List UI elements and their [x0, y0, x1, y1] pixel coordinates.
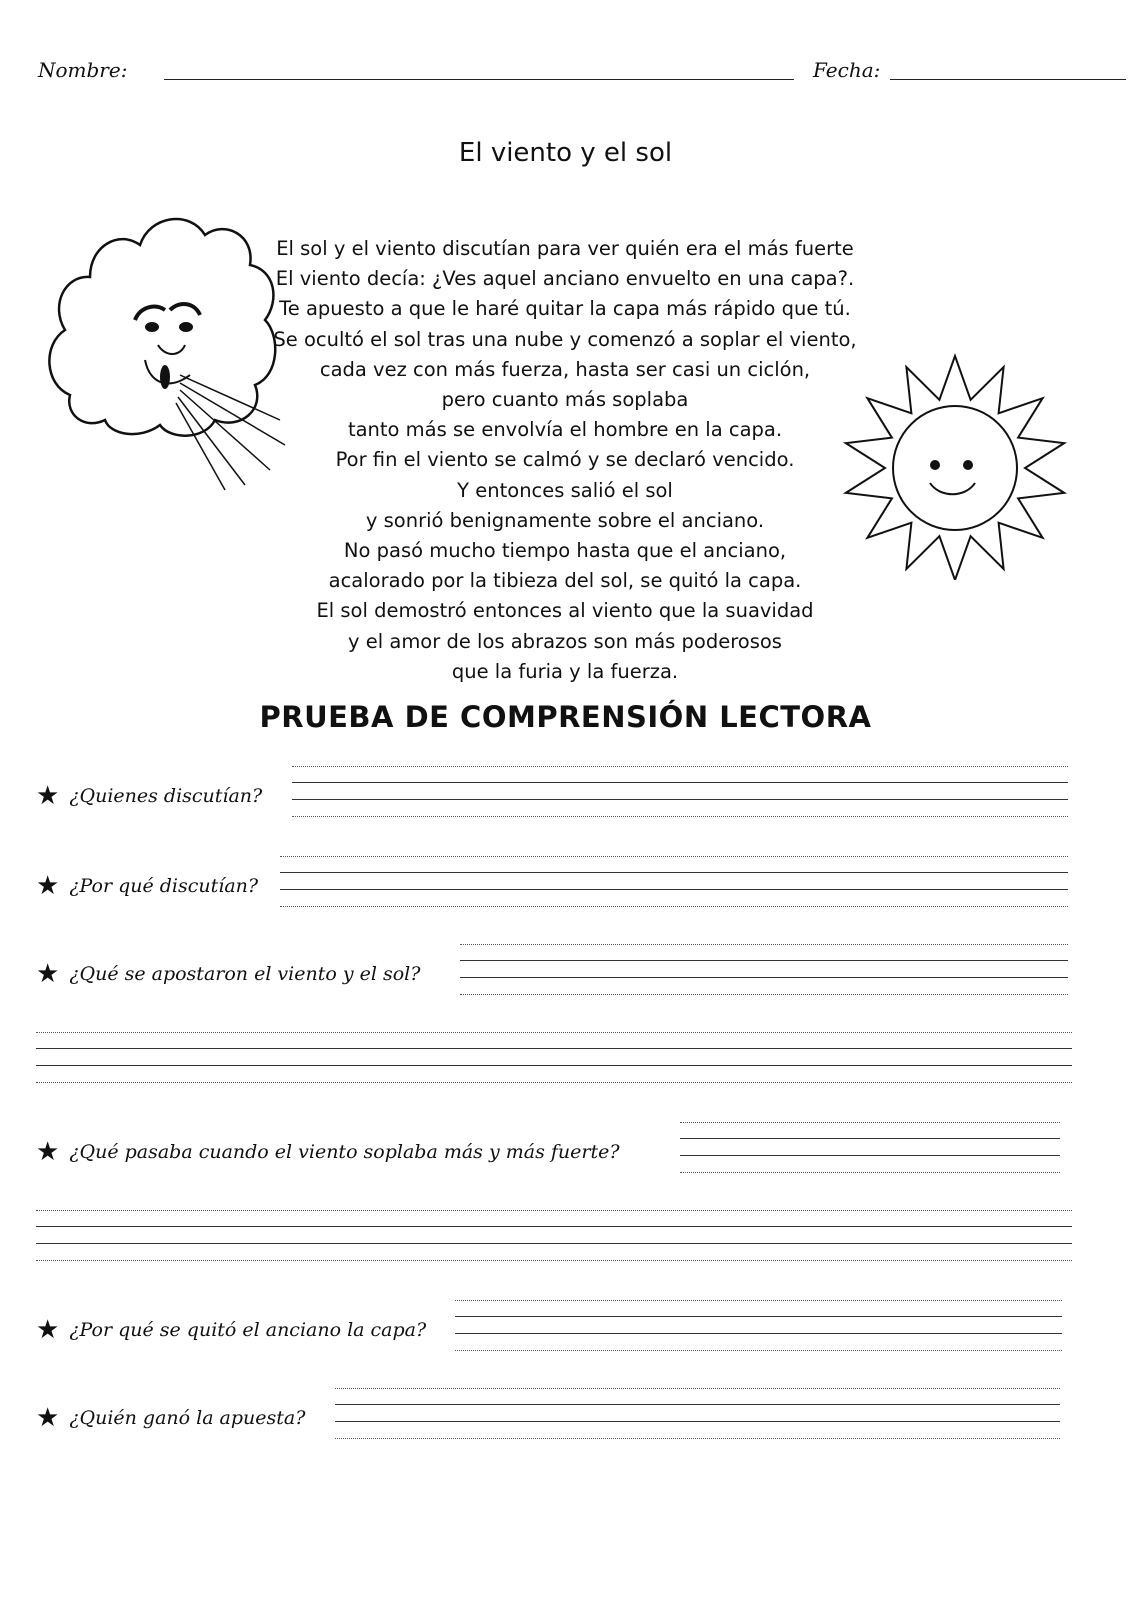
star-icon: ★ [36, 959, 60, 989]
story-line: Por fin el viento se calmó y se declaró vencido. [335, 448, 795, 472]
question-row [36, 1139, 620, 1165]
story-line: No pasó mucho tiempo hasta que el anciano, [343, 539, 787, 563]
dotted-guide-line [36, 1260, 1072, 1261]
star-icon: ★ [36, 1315, 60, 1345]
answer-line[interactable] [280, 872, 1068, 873]
story-line: pero cuanto más soplaba [441, 388, 689, 412]
answer-line[interactable] [36, 1065, 1072, 1066]
dotted-guide-line [36, 1032, 1072, 1033]
dotted-guide-line [455, 1300, 1062, 1301]
date-field[interactable] [890, 79, 1126, 80]
answer-line[interactable] [455, 1316, 1062, 1317]
star-icon: ★ [36, 871, 60, 901]
question-row [36, 1405, 305, 1431]
dotted-guide-line [292, 766, 1068, 767]
question-row [36, 961, 420, 987]
smiling-sun-illustration [840, 350, 1070, 580]
dotted-guide-line [280, 906, 1068, 907]
dotted-guide-line [36, 1082, 1072, 1083]
name-label: Nombre: [38, 58, 128, 82]
answer-line[interactable] [292, 782, 1068, 783]
date-label: Fecha: [813, 58, 881, 82]
question-text: ¿Por qué discutían? [69, 875, 259, 897]
answer-line[interactable] [36, 1243, 1072, 1244]
dotted-guide-line [460, 994, 1068, 995]
answer-line[interactable] [335, 1404, 1060, 1405]
story-line: tanto más se envolvía el hombre en la capa. [347, 418, 783, 442]
dotted-guide-line [335, 1438, 1060, 1439]
story-line: El viento decía: ¿Ves aquel anciano envuelto en una capa?. [275, 267, 855, 291]
question-row [36, 1317, 426, 1343]
answer-line[interactable] [335, 1421, 1060, 1422]
star-icon: ★ [36, 1403, 60, 1433]
answer-line[interactable] [455, 1333, 1062, 1334]
story-line: acalorado por la tibieza del sol, se quitó la capa. [328, 569, 802, 593]
dotted-guide-line [280, 856, 1068, 857]
header [38, 55, 1098, 85]
dotted-guide-line [36, 1210, 1072, 1211]
story-line: Te apuesto a que le haré quitar la capa más rápido que tú. [279, 297, 851, 321]
question-text: ¿Qué se apostaron el viento y el sol? [69, 963, 421, 985]
story-line: que la furia y la fuerza. [451, 659, 679, 683]
story-text [240, 234, 890, 687]
answer-line[interactable] [36, 1048, 1072, 1049]
question-text: ¿Quienes discutían? [69, 785, 263, 807]
story-line: y el amor de los abrazos son más poderosos [348, 629, 782, 653]
dotted-guide-line [455, 1350, 1062, 1351]
dotted-guide-line [460, 944, 1068, 945]
page-title: El viento y el sol [458, 138, 673, 168]
answer-line[interactable] [460, 960, 1068, 961]
question-text: ¿Por qué se quitó el anciano la capa? [69, 1319, 427, 1341]
dotted-guide-line [335, 1388, 1060, 1389]
star-icon: ★ [36, 1137, 60, 1167]
answer-line[interactable] [680, 1155, 1060, 1156]
story-line: Se ocultó el sol tras una nube y comenzó a soplar el viento, [273, 327, 857, 351]
dotted-guide-line [680, 1122, 1060, 1123]
star-icon: ★ [36, 781, 60, 811]
answer-line[interactable] [36, 1226, 1072, 1227]
story-line: y sonrió benignamente sobre el anciano. [365, 508, 765, 532]
dotted-guide-line [680, 1172, 1060, 1173]
answer-line[interactable] [292, 799, 1068, 800]
question-row [36, 783, 262, 809]
answer-line[interactable] [280, 889, 1068, 890]
story-line: cada vez con más fuerza, hasta ser casi un ciclón, [319, 357, 811, 381]
story-line: El sol demostró entonces al viento que la suavidad [316, 599, 814, 623]
question-row [36, 873, 258, 899]
story-line: El sol y el viento discutían para ver quién era el más fuerte [276, 237, 854, 260]
section-heading: PRUEBA DE COMPRENSIÓN LECTORA [259, 700, 872, 734]
dotted-guide-line [292, 816, 1068, 817]
name-field[interactable] [164, 79, 794, 80]
answer-line[interactable] [680, 1138, 1060, 1139]
story-line: Y entonces salió el sol [457, 478, 673, 502]
answer-line[interactable] [460, 977, 1068, 978]
question-text: ¿Qué pasaba cuando el viento soplaba más y más fuerte? [69, 1141, 620, 1163]
question-text: ¿Quién ganó la apuesta? [69, 1407, 306, 1429]
